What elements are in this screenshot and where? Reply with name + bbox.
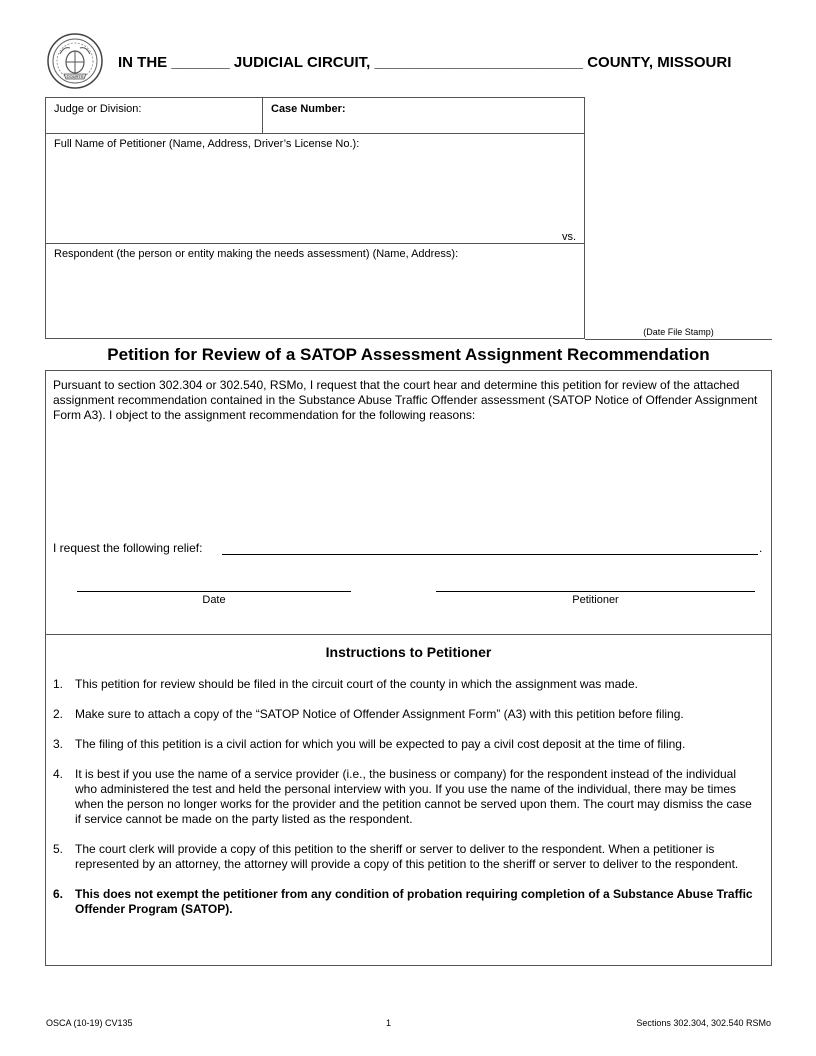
caption-divider-respondent — [46, 243, 584, 244]
list-item-text: This does not exempt the petitioner from any condition of probation requiring completion of a Substance Abuse Traffic Offender Program (SATOP). — [75, 887, 753, 916]
list-item — [46, 887, 771, 917]
list-item-text: The filing of this petition is a civil action for which you will be expected to pay a civil cost deposit at the time of filing. — [75, 737, 686, 751]
versus-label: vs. — [561, 231, 576, 243]
form-title: Petition for Review of a SATOP Assessment Assignment Recommendation — [107, 345, 710, 364]
petitioner-signature-line[interactable] — [436, 591, 755, 592]
footer-page-number: 1 — [386, 1018, 392, 1028]
case-number-label: Case Number: — [271, 103, 346, 115]
list-item-number: 1. — [53, 677, 64, 691]
missouri-courts-seal — [46, 32, 104, 90]
relief-period: . — [759, 541, 763, 555]
petition-body-text: Pursuant to section 302.304 or 302.540, RSMo, I request that the court hear and determine this petition for review of the attached assignment recommendation contained in the Substance Abuse Traffic Offender assessment (SATOP Notice of Offender Assignment Form A3). I object to the assignment recommendation for the following reasons: — [53, 378, 758, 422]
list-item-text: The court clerk will provide a copy of this petition to the sheriff or server to deliver to the respondent. When a petitioner is represented by an attorney, the attorney will provide a copy of this petition to the sheriff or server to deliver to the respondent. — [75, 842, 739, 871]
date-signature-line[interactable] — [77, 591, 351, 592]
petitioner-name-label: Full Name of Petitioner (Name, Address, Driver’s License No.): — [54, 138, 360, 150]
list-item-text: It is best if you use the name of a service provider (i.e., the business or company) for the respondent instead of the individual who administered the test and held the personal interview with you. If you use the name of the individual, there may be times when the person no longer works for the provider and the petition cannot be served upon them. The court may dismiss the case if service cannot be made on the party listed as the respondent. — [75, 767, 752, 826]
list-item — [46, 842, 771, 872]
list-item-text: This petition for review should be filed in the circuit court of the county in which the assignment was made. — [75, 677, 638, 691]
petitioner-signature-label: Petitioner — [572, 594, 619, 606]
list-item — [46, 767, 771, 827]
footer-statutes: Sections 302.304, 302.540 RSMo — [636, 1018, 771, 1028]
caption-divider — [262, 98, 263, 133]
list-item-number: 6. — [53, 887, 64, 901]
list-item-number: 4. — [53, 767, 64, 781]
list-item — [46, 677, 771, 692]
petition-box — [45, 370, 772, 966]
relief-input-line[interactable] — [222, 554, 758, 555]
court-header: IN THE _______ JUDICIAL CIRCUIT, _________________________ COUNTY, MISSOURI — [118, 54, 732, 71]
caption-box — [45, 97, 585, 339]
list-item-number: 5. — [53, 842, 64, 856]
list-item-number: 2. — [53, 707, 64, 721]
date-label: Date — [202, 594, 226, 606]
instructions-divider — [46, 634, 771, 635]
list-item — [46, 707, 771, 722]
list-item — [46, 737, 771, 752]
instructions-list — [46, 677, 771, 932]
relief-label: I request the following relief: — [53, 541, 203, 555]
seal-text: COURTS — [66, 74, 84, 79]
footer-form-id: OSCA (10-19) CV135 — [46, 1018, 133, 1028]
list-item-text: Make sure to attach a copy of the “SATOP Notice of Offender Assignment Form” (A3) with this petition before filing. — [75, 707, 684, 721]
date-file-stamp-label: (Date File Stamp) — [643, 327, 714, 337]
list-item-number: 3. — [53, 737, 64, 751]
judge-division-label: Judge or Division: — [54, 103, 142, 115]
date-file-stamp-line — [585, 339, 772, 340]
instructions-title: Instructions to Petitioner — [325, 644, 492, 660]
respondent-label: Respondent (the person or entity making the needs assessment) (Name, Address): — [54, 248, 459, 260]
